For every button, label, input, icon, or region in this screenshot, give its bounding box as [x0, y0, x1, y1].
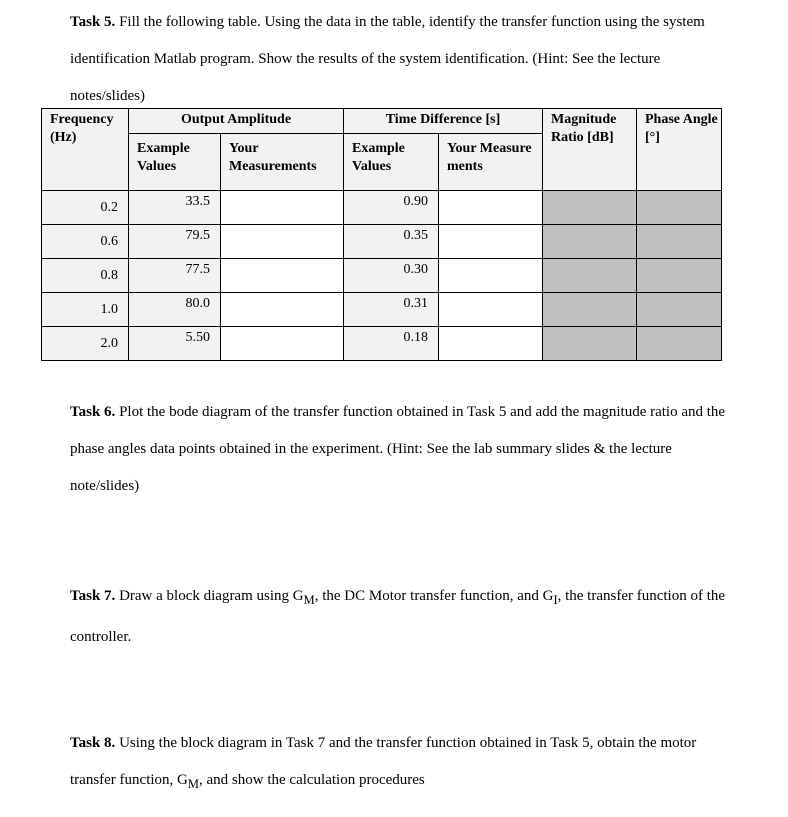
- task8-subscript-m: M: [187, 777, 200, 791]
- amplitude-measurement-cell[interactable]: [221, 327, 344, 361]
- frequency-response-table: [41, 108, 722, 361]
- phase-angle-cell: [637, 327, 722, 361]
- time-measurement-cell[interactable]: [439, 293, 543, 327]
- phase-angle-cell: [637, 293, 722, 327]
- task8-text-a: Using the block diagram in Task 7 and the transfer function obtained in Task 5, obtain the motor transfer function, G: [70, 735, 697, 788]
- magnitude-ratio-cell: [543, 293, 637, 327]
- header-magnitude-ratio: Magnitude Ratio [dB]: [543, 109, 637, 191]
- task6-paragraph: [70, 394, 730, 505]
- amplitude-measurement-cell[interactable]: [221, 259, 344, 293]
- frequency-cell: 2.0: [42, 327, 129, 361]
- frequency-cell: 1.0: [42, 293, 129, 327]
- magnitude-ratio-cell: [543, 225, 637, 259]
- amplitude-example-cell: 77.5: [129, 259, 221, 293]
- time-measurement-cell[interactable]: [439, 225, 543, 259]
- table-row: [42, 191, 722, 225]
- amplitude-example-cell: 5.50: [129, 327, 221, 361]
- amplitude-measurement-cell[interactable]: [221, 225, 344, 259]
- header-time-difference: Time Difference [s]: [344, 109, 543, 134]
- task7-subscript-m: M: [303, 593, 315, 607]
- task6-text: Plot the bode diagram of the transfer function obtained in Task 5 and add the magnitude ratio and the phase angles data points obtained in the experiment. (Hint: See the lab summary slides & the lecture note/slides): [70, 404, 726, 494]
- time-example-cell: 0.30: [344, 259, 439, 293]
- header-frequency: Frequency (Hz): [42, 109, 129, 191]
- amplitude-example-cell: 79.5: [129, 225, 221, 259]
- task8-label: Task 8.: [70, 735, 116, 751]
- phase-angle-cell: [637, 259, 722, 293]
- frequency-cell: 0.8: [42, 259, 129, 293]
- phase-angle-cell: [637, 225, 722, 259]
- table-row: [42, 327, 722, 361]
- task8-text-b: , and show the calculation procedures: [199, 772, 425, 788]
- time-example-cell: 0.35: [344, 225, 439, 259]
- frequency-cell: 0.2: [42, 191, 129, 225]
- magnitude-ratio-cell: [543, 327, 637, 361]
- amplitude-example-cell: 80.0: [129, 293, 221, 327]
- table-row: [42, 293, 722, 327]
- header-phase-angle: Phase Angle [°]: [637, 109, 722, 191]
- task7-text-b: , the DC Motor transfer function, and G: [314, 588, 554, 604]
- task8-paragraph: [70, 725, 730, 803]
- task6-label: Task 6.: [70, 404, 116, 420]
- task5-label: Task 5.: [70, 14, 116, 30]
- time-example-cell: 0.31: [344, 293, 439, 327]
- task7-text-a: Draw a block diagram using G: [119, 588, 304, 604]
- header-example-values-time: Example Values: [344, 134, 439, 191]
- header-your-measurements-amplitude: Your Measurements: [221, 134, 344, 191]
- amplitude-example-cell: 33.5: [129, 191, 221, 225]
- header-your-measurements-time: Your Measurements: [439, 134, 543, 191]
- magnitude-ratio-cell: [543, 191, 637, 225]
- table-row: [42, 259, 722, 293]
- table-row: [42, 225, 722, 259]
- time-example-cell: 0.18: [344, 327, 439, 361]
- time-measurement-cell[interactable]: [439, 191, 543, 225]
- table-header-row-top: [42, 109, 722, 134]
- task5-text: Fill the following table. Using the data in the table, identify the transfer function using the system identification Matlab program. Show the results of the system identification. (Hint: See the lecture notes/slides): [70, 14, 705, 104]
- amplitude-measurement-cell[interactable]: [221, 293, 344, 327]
- task7-subscript-i: I: [553, 593, 558, 607]
- time-measurement-cell[interactable]: [439, 327, 543, 361]
- task5-paragraph: [70, 4, 730, 115]
- phase-angle-cell: [637, 191, 722, 225]
- header-output-amplitude: Output Amplitude: [129, 109, 344, 134]
- task7-paragraph: [70, 578, 730, 656]
- time-example-cell: 0.90: [344, 191, 439, 225]
- magnitude-ratio-cell: [543, 259, 637, 293]
- task7-text-c: , the transfer function of the controller.: [70, 588, 726, 645]
- amplitude-measurement-cell[interactable]: [221, 191, 344, 225]
- time-measurement-cell[interactable]: [439, 259, 543, 293]
- task7-label: Task 7.: [70, 588, 116, 604]
- frequency-cell: 0.6: [42, 225, 129, 259]
- header-example-values-amplitude: Example Values: [129, 134, 221, 191]
